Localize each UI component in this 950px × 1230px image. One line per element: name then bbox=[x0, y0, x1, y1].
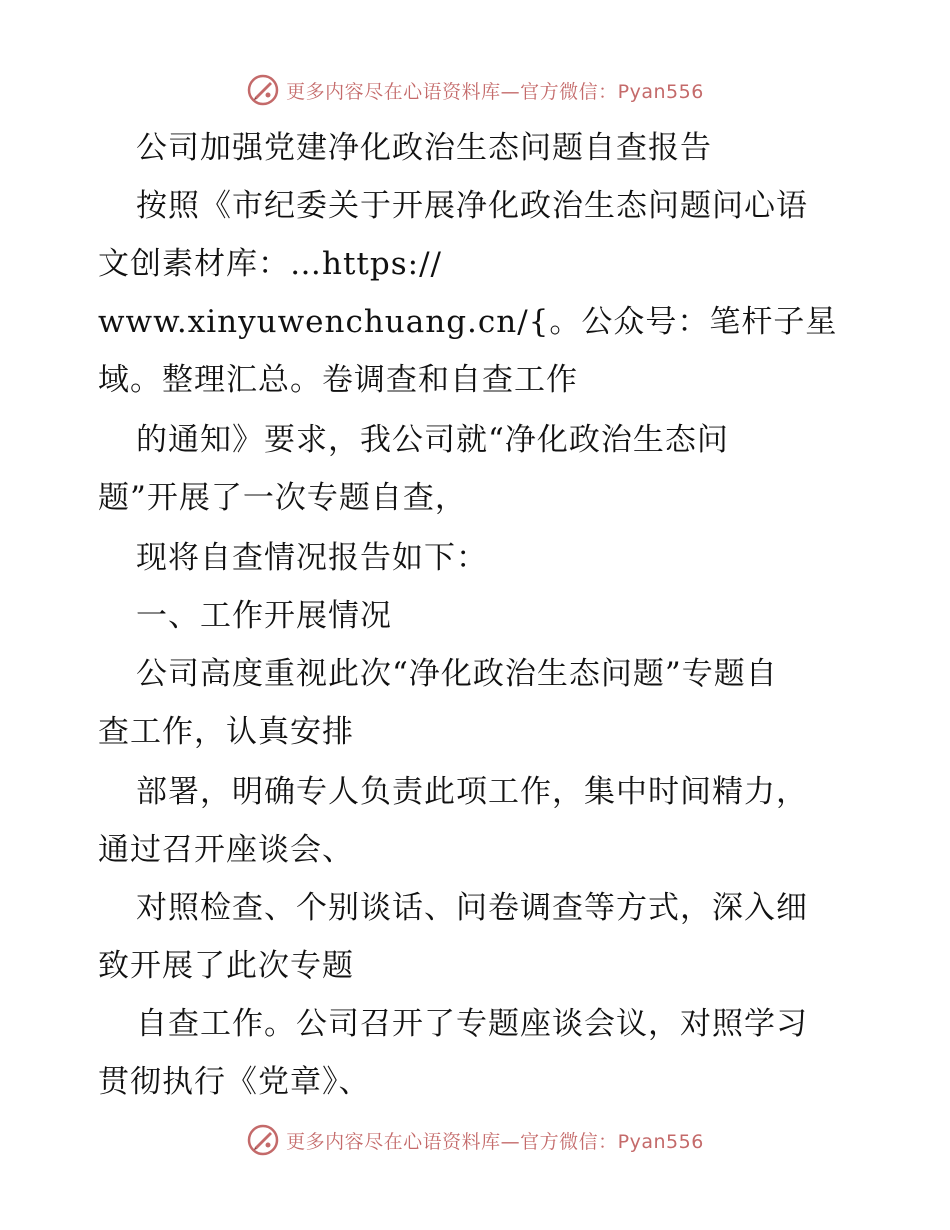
document-title: 公司加强党建净化政治生态问题自查报告 bbox=[136, 130, 712, 166]
paragraph-line: 文创素材库：…https:// bbox=[98, 246, 442, 282]
paragraph-line: 自查工作。公司召开了专题座谈会议，对照学习 bbox=[136, 1006, 808, 1042]
paragraph-line: 对照检查、个别谈话、问卷调查等方式，深入细 bbox=[136, 890, 808, 926]
watermark-text: 更多内容尽在心语资料库—官方微信：Pyan556 bbox=[286, 80, 704, 103]
paragraph-line: 公司高度重视此次“净化政治生态问题”专题自 bbox=[136, 656, 778, 692]
quill-pen-logo-icon bbox=[246, 1123, 280, 1157]
header-watermark-banner bbox=[0, 70, 950, 110]
paragraph-line: 通过召开座谈会、 bbox=[98, 832, 354, 868]
paragraph-line: 题”开展了一次专题自查， bbox=[98, 480, 467, 516]
paragraph-line: www.xinyuwenchuang.cn/{。公众号：笔杆子星 bbox=[98, 304, 838, 340]
paragraph-line: 的通知》要求，我公司就“净化政治生态问 bbox=[136, 422, 729, 458]
paragraph-line: 现将自查情况报告如下： bbox=[136, 540, 488, 576]
paragraph-line: 贯彻执行《党章》、 bbox=[98, 1064, 371, 1100]
paragraph-line: 部署，明确专人负责此项工作，集中时间精力， bbox=[136, 774, 808, 810]
quill-pen-logo-icon bbox=[246, 73, 280, 107]
paragraph-line: 按照《市纪委关于开展净化政治生态问题问心语 bbox=[136, 188, 808, 224]
footer-watermark-banner bbox=[0, 1120, 950, 1160]
paragraph-line: 查工作，认真安排 bbox=[98, 714, 354, 750]
section-heading: 一、工作开展情况 bbox=[136, 598, 392, 634]
paragraph-line: 域。整理汇总。卷调查和自查工作 bbox=[98, 362, 578, 398]
paragraph-line: 致开展了此次专题 bbox=[98, 948, 354, 984]
watermark-text: 更多内容尽在心语资料库—官方微信：Pyan556 bbox=[286, 1130, 704, 1153]
